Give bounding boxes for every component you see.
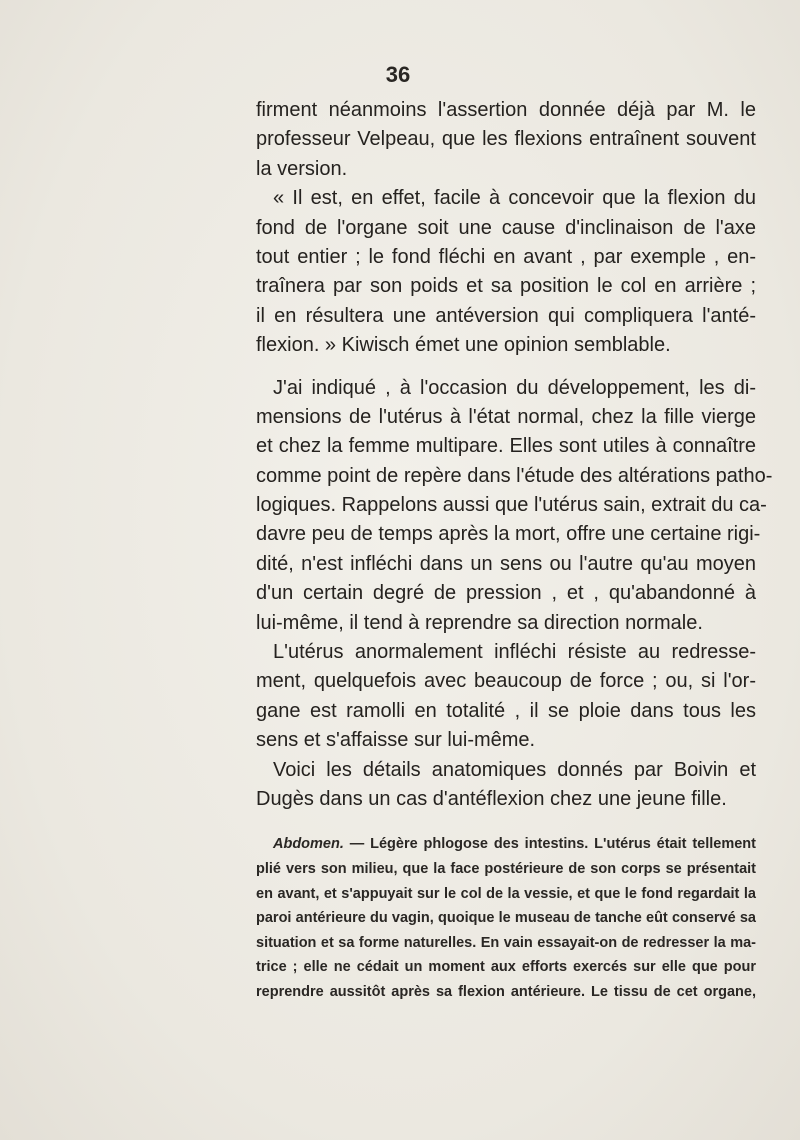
text-line: tout entier ; le fond fléchi en avant , par exemple , en-	[256, 245, 756, 268]
footnote-lead: Abdomen.	[273, 836, 344, 853]
text-line: traînera par son poids et sa position le col en arrière ;	[256, 275, 756, 298]
text-line: flexion. » Kiwisch émet une opinion semblable.	[256, 334, 671, 357]
text-line: sens et s'affaisse sur lui-même.	[256, 729, 536, 752]
text-line: et chez la femme multipare. Elles sont utiles à connaître	[256, 435, 756, 458]
text-line: « Il est, en effet, facile à concevoir que la flexion du	[273, 187, 756, 210]
text-line: Dugès dans un cas d'antéflexion chez une jeune fille.	[256, 787, 727, 810]
text-line: comme point de repère dans l'étude des altérations patho-	[256, 464, 773, 487]
text-line: L'utérus anormalement infléchi résiste au redresse-	[273, 641, 756, 664]
footnote-text: — Légère phlogose des intestins. L'utérus était tellement	[343, 836, 756, 853]
footnote-line: reprendre aussitôt après sa flexion antérieure. Le tissu de cet organe,	[256, 983, 756, 1000]
text-line: mensions de l'utérus à l'état normal, chez la fille vierge	[256, 405, 756, 428]
page-number: 36	[385, 62, 411, 87]
text-line: J'ai indiqué , à l'occasion du développement, les di-	[273, 376, 756, 399]
footnote-line: plié vers son milieu, que la face postérieure de son corps se présentait	[256, 860, 756, 877]
text-line: davre peu de temps après la mort, offre une certaine rigi-	[256, 523, 761, 546]
text-line: Voici les détails anatomiques donnés par Boivin et	[273, 758, 756, 781]
text-line: logiques. Rappelons aussi que l'utérus sain, extrait du ca-	[256, 494, 767, 517]
footnote-line: en avant, et s'appuyait sur le col de la vessie, et que le fond regardait la	[256, 885, 756, 902]
footnote-line: trice ; elle ne cédait un moment aux efforts exercés sur elle que pour	[256, 959, 756, 976]
text-line: la version.	[256, 157, 348, 180]
text-line: gane est ramolli en totalité , il se ploie dans tous les	[256, 699, 756, 722]
text-line: il en résultera une antéversion qui compliquera l'anté-	[256, 304, 756, 327]
footnote-line: paroi antérieure du vagin, quoique le museau de tanche eût conservé sa	[256, 910, 756, 927]
text-line: dité, n'est infléchi dans un sens ou l'autre qu'au moyen	[256, 552, 756, 575]
footnote-line	[256, 832, 756, 857]
text-line: d'un certain degré de pression , et , qu'abandonné à	[256, 582, 756, 605]
text-line: lui-même, il tend à reprendre sa direction normale.	[256, 611, 703, 634]
footnote-line: situation et sa forme naturelles. En vain essayait-on de redresser la ma-	[256, 934, 756, 951]
text-line: fond de l'organe soit une cause d'inclinaison de l'axe	[256, 216, 756, 239]
text-line: ment, quelquefois avec beaucoup de force ; ou, si l'or-	[256, 670, 756, 693]
text-line: firment néanmoins l'assertion donnée déjà par M. le	[256, 99, 756, 121]
text-line: professeur Velpeau, que les flexions entraînent souvent	[256, 128, 756, 151]
main-text	[256, 96, 773, 1005]
